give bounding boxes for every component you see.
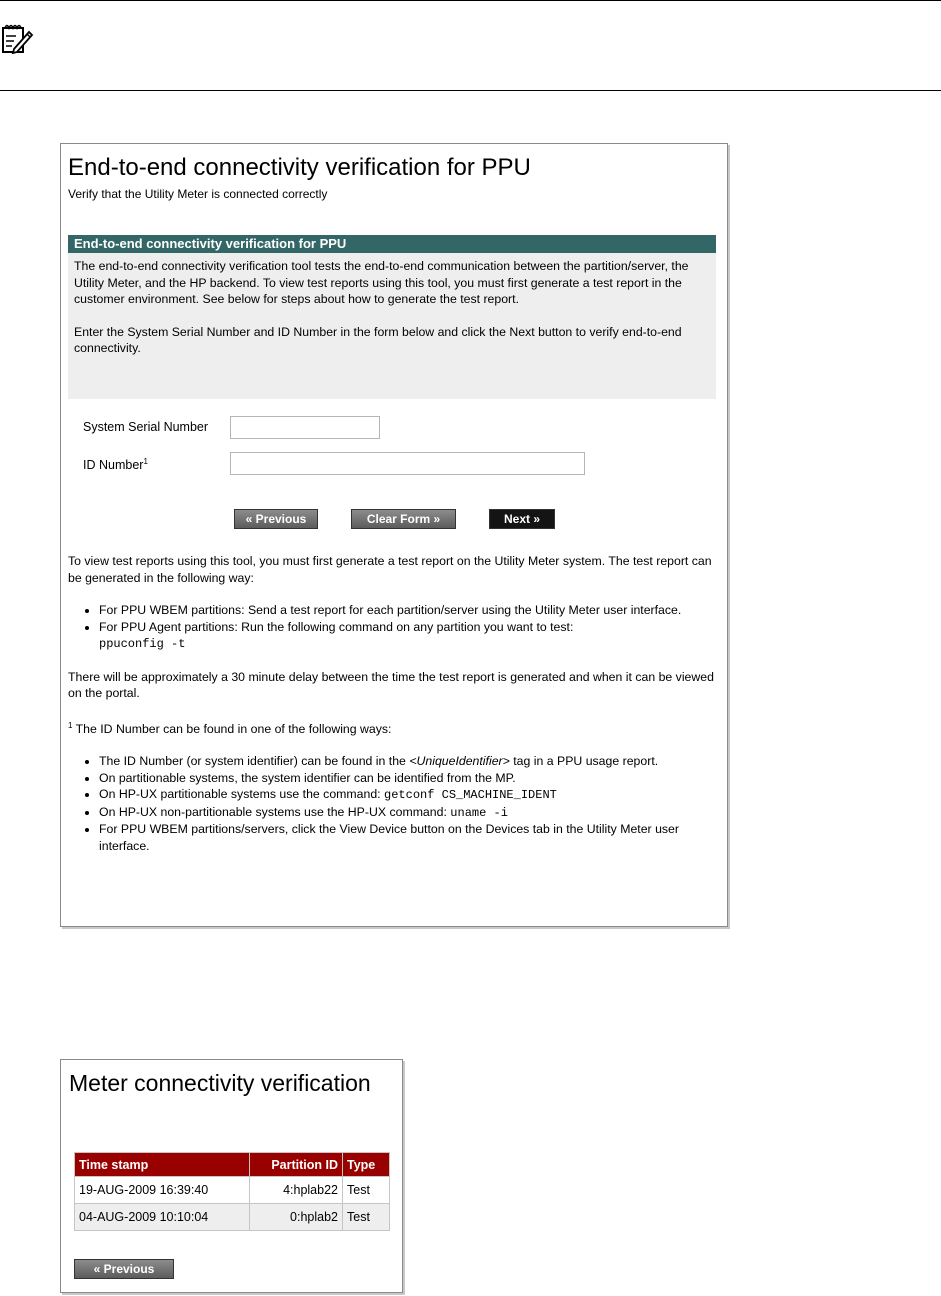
id-way-2: • On partitionable systems, the system identifier can be identified from the MP. <box>99 770 718 787</box>
id-way-4-command: uname -i <box>450 805 508 820</box>
clear-form-button[interactable]: Clear Form » <box>351 509 456 529</box>
agent-command: ppuconfig -t <box>99 637 186 651</box>
serial-number-label: System Serial Number <box>83 420 209 434</box>
id-way-4 <box>99 804 718 822</box>
cell-type: Test <box>343 1204 390 1231</box>
id-way-1-prefix: The ID Number (or system identifier) can be found in the <box>99 754 406 769</box>
agent-step <box>99 619 718 653</box>
footnote-intro <box>68 718 718 738</box>
id-number-footnote-ref: 1 <box>143 457 148 466</box>
cell-time-stamp: 04-AUG-2009 10:10:04 <box>75 1204 250 1231</box>
id-way-3 <box>99 786 718 804</box>
id-number-input[interactable] <box>230 452 585 475</box>
id-way-5: • For PPU WBEM partitions/servers, click the View Device button on the Devices tab in the Utility Meter user interface. <box>99 821 718 854</box>
meter-results-table <box>74 1152 390 1231</box>
meter-panel <box>60 1059 403 1293</box>
section-header: End-to-end connectivity verification for PPU <box>68 235 716 253</box>
note-top-rule <box>0 0 941 1</box>
id-way-3-prefix: On HP-UX partitionable systems use the command: <box>99 787 381 802</box>
next-button[interactable]: Next » <box>489 509 555 529</box>
meter-previous-button[interactable]: « Previous <box>74 1259 174 1279</box>
footnote-mark: 1 <box>68 720 73 730</box>
cell-time-stamp: 19-AUG-2009 16:39:40 <box>75 1177 250 1204</box>
note-pencil-icon <box>0 22 34 56</box>
instructions-section <box>68 553 718 854</box>
serial-number-input[interactable] <box>230 416 380 439</box>
instructions-intro: To view test reports using this tool, you must first generate a test report on the Utility Meter system. The test report can be generated in the following way: <box>68 554 712 585</box>
id-number-label-text: ID Number <box>83 458 144 473</box>
connectivity-panel <box>60 143 728 927</box>
intro-box <box>68 253 716 399</box>
page-subtitle: Verify that the Utility Meter is connected correctly <box>68 187 328 201</box>
table-header-row <box>75 1153 390 1177</box>
column-time-stamp[interactable]: Time stamp <box>75 1153 250 1177</box>
id-way-1-suffix: tag in a PPU usage report. <box>513 754 659 769</box>
id-way-1-tag: <UniqueIdentifier> <box>409 754 510 769</box>
wbem-step: • For PPU WBEM partitions: Send a test report for each partition/server using the Utility Meter user interface. <box>99 602 718 619</box>
cell-partition-id: 0:hplab2 <box>250 1204 343 1231</box>
note-bottom-rule <box>0 90 941 91</box>
column-type[interactable]: Type <box>343 1153 390 1177</box>
footnote-intro-text: The ID Number can be found in one of the following ways: <box>75 721 392 736</box>
id-ways-list <box>68 753 718 854</box>
column-partition-id[interactable]: Partition ID <box>250 1153 343 1177</box>
previous-button[interactable]: « Previous <box>234 509 318 529</box>
id-way-1 <box>99 753 718 770</box>
intro-paragraph-1: The end-to-end connectivity verification tool tests the end-to-end communication between the partition/server, the Utility Meter, and the HP backend. To view test reports using this tool, you must first generate a test report in the customer environment. See below for steps about how to generate the test report. <box>74 259 689 306</box>
id-way-4-prefix: On HP-UX non-partitionable systems use the HP-UX command: <box>99 804 447 819</box>
agent-step-text: For PPU Agent partitions: Run the following command on any partition you want to test: <box>99 619 574 634</box>
intro-paragraph-2: Enter the System Serial Number and ID Number in the form below and click the Next button to verify end-to-end connectivity. <box>74 324 682 355</box>
meter-title: Meter connectivity verification <box>69 1070 371 1096</box>
delay-note: There will be approximately a 30 minute delay between the time the test report is generated and when it can be viewed on the portal. <box>68 669 714 700</box>
cell-type: Test <box>343 1177 390 1204</box>
table-row[interactable] <box>75 1204 390 1231</box>
cell-partition-id: 4:hplab22 <box>250 1177 343 1204</box>
id-way-3-command: getconf CS_MACHINE_IDENT <box>384 788 557 803</box>
id-number-label <box>83 457 148 472</box>
instructions-steps-list <box>68 602 718 653</box>
page-title: End-to-end connectivity verification for PPU <box>68 154 531 181</box>
table-row[interactable] <box>75 1177 390 1204</box>
